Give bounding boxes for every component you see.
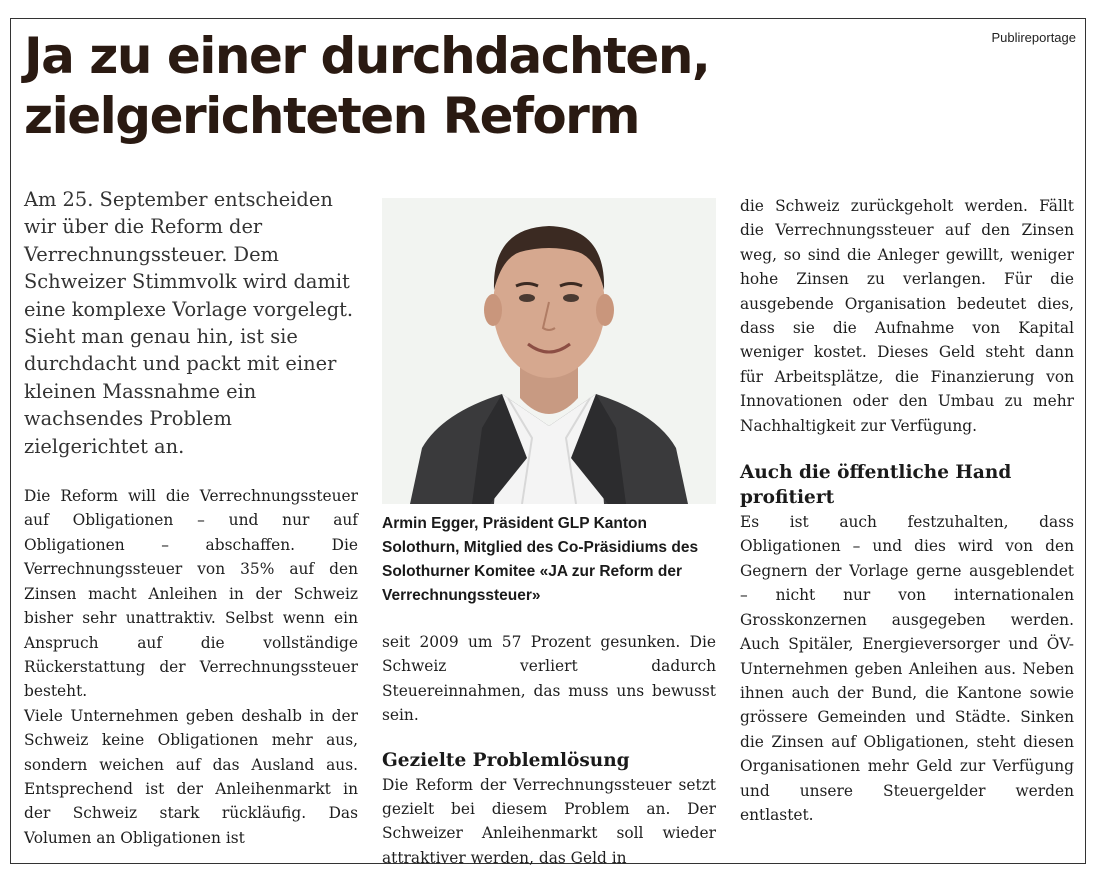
- lead-paragraph: Am 25. September entscheiden wir über die Reform der Verrechnungssteuer. Dem Schweizer Stimmvolk wird damit eine komplexe Vorlage vorgelegt. Sieht man genau hin, ist sie durchdacht und packt mit einer kleinen Massnahme ein wachsendes Problem zielgerichtet an.: [24, 188, 354, 458]
- column-3: [740, 194, 1074, 827]
- column-2: [382, 198, 716, 870]
- body-paragraph: Es ist auch festzuhalten, dass Obligationen – und dies wird von den Gegnern der Vorlage gerne ausgeblendet – nicht nur von internationalen Grosskonzernen ausgegeben werden. Auch Spitäler, Energieversorger und ÖV-Unternehmen geben Anleihen aus. Neben ihnen auch der Bund, die Kantone sowie grössere Gemeinden und Städte. Sinken die Zinsen auf Obligationen, steht diesen Organisationen mehr Geld zur Verfügung und unsere Steuergelder werden entlastet.: [740, 513, 1074, 824]
- portrait-photo: [382, 198, 716, 504]
- section-heading: Gezielte Problemlösung: [382, 749, 630, 771]
- column-1: [24, 186, 358, 850]
- publireportage-label: Publireportage: [991, 30, 1076, 45]
- headline: Ja zu einer durchdachten, zielgerichteten Reform: [24, 27, 710, 145]
- photo-caption: Armin Egger, Präsident GLP Kanton Solothurn, Mitglied des Co-Präsidiums des Solothurner Komitee «JA zur Reform der Verrechnungssteuer»: [382, 515, 699, 604]
- body-paragraph: die Schweiz zurückgeholt werden. Fällt die Verrechnungssteuer auf den Zinsen weg, so sind die Anleger gewillt, weniger hohe Zinsen zu verlangen. Für die ausgebende Organisation bedeutet dies, dass sie die Aufnahme von Kapital weniger kostet. Dieses Geld steht dann für Arbeitsplätze, die Finanzierung von Innovationen oder den Umbau zu mehr Nachhaltigkeit zur Verfügung.: [740, 197, 1074, 435]
- body-paragraph: seit 2009 um 57 Prozent gesunken. Die Schweiz verliert dadurch Steuereinnahmen, das muss uns bewusst sein.: [382, 633, 716, 725]
- body-paragraph: Die Reform der Verrechnungssteuer setzt gezielt bei diesem Problem an. Der Schweizer Anleihenmarkt soll wieder attraktiver werden, das Geld in: [382, 775, 716, 867]
- body-paragraph: Viele Unternehmen geben deshalb in der Schweiz keine Obligationen mehr aus, sondern weichen auf das Ausland aus. Entsprechend ist der Anleihenmarkt in der Schweiz stark rückläufig. Das Volumen an Obligationen ist: [24, 706, 358, 847]
- body-paragraph: Die Reform will die Verrechnungssteuer auf Obligationen – und nur auf Obligationen – abschaffen. Die Verrechnungssteuer von 35% auf den Zinsen macht Anleihen in der Schweiz bisher sehr unattraktiv. Selbst wenn ein Anspruch auf die vollständige Rückerstattung der Verrechnungssteuer besteht.: [24, 487, 358, 701]
- section-heading: Auch die öffentliche Hand profitiert: [740, 462, 1012, 509]
